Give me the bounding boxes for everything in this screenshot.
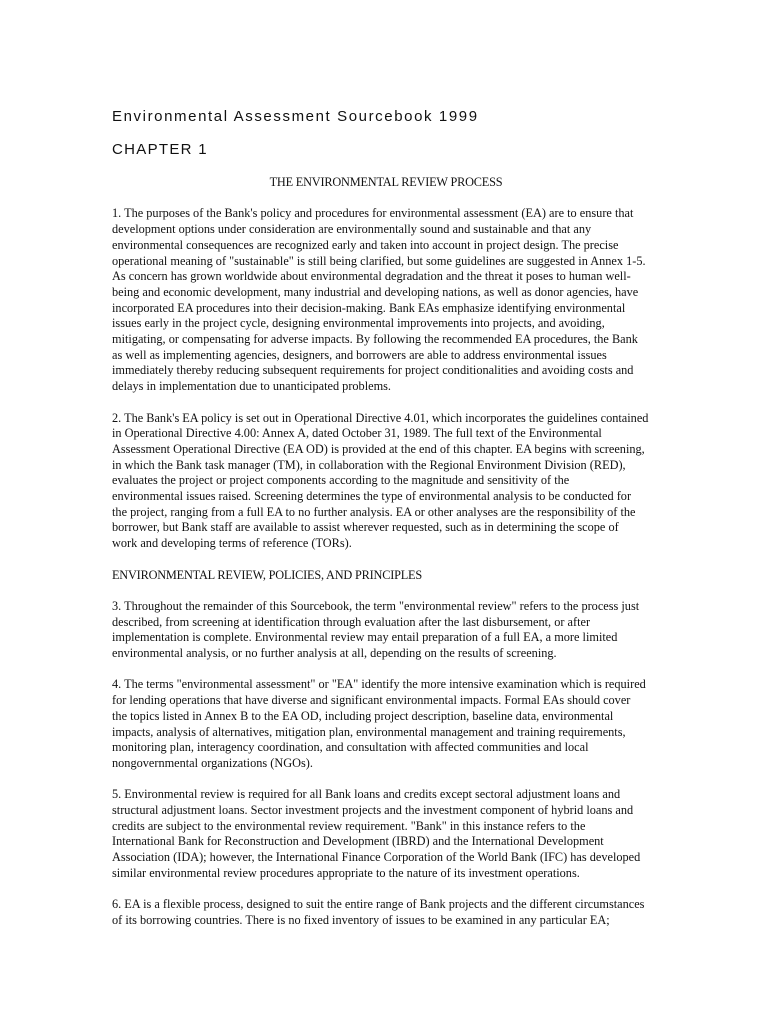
paragraph	[112, 599, 660, 662]
paragraph-line: operational meaning of "sustainable" is still being clarified, but some guidelines are suggested in Annex 1-5.	[112, 253, 646, 268]
paragraph-line: mitigating, or compensating for adverse impacts. By following the recommended EA procedures, the Bank	[112, 332, 638, 347]
paragraph-line: being and economic development, many industrial and developing nations, as well as donor agencies, have	[112, 284, 639, 299]
paragraph-group-section	[112, 599, 660, 929]
paragraph-line: Association (IDA); however, the International Finance Corporation of the World Bank (IFC) has developed	[112, 850, 641, 865]
paragraph-line: environmental issues raised. Screening determines the type of environmental analysis to be conducted for	[112, 489, 632, 504]
paragraph-line: 4. The terms "environmental assessment" or "EA" identify the more intensive examination which is required	[112, 677, 646, 692]
paragraph-line: environmental consequences are recognized early and taken into account in project design. The precise	[112, 237, 619, 252]
paragraph-line: in which the Bank task manager (TM), in collaboration with the Regional Environment Division (RED),	[112, 457, 626, 472]
paragraph-line: environmental analysis, or no further analysis at all, depending on the results of screening.	[112, 646, 557, 661]
paragraph-line: Assessment Operational Directive (EA OD) is provided at the end of this chapter. EA begins with screening,	[112, 441, 645, 456]
paragraph-line: 2. The Bank's EA policy is set out in Operational Directive 4.01, which incorporates the guidelines contained	[112, 410, 649, 425]
paragraph-group-intro	[112, 206, 660, 551]
paragraph-line: issues early in the project cycle, designing environmental improvements into projects, and avoiding,	[112, 316, 605, 331]
paragraph	[112, 411, 660, 552]
paragraph-line: 1. The purposes of the Bank's policy and procedures for environmental assessment (EA) are to ensure that	[112, 206, 634, 221]
paragraph-line: in Operational Directive 4.00: Annex A, dated October 31, 1989. The full text of the Environmental	[112, 426, 602, 441]
paragraph-line: impacts, analysis of alternatives, mitigation plan, environmental management and training requirements,	[112, 724, 626, 739]
section-heading: ENVIRONMENTAL REVIEW, POLICIES, AND PRINCIPLES	[112, 567, 422, 582]
paragraph-line: described, from screening at identification through evaluation after the last disbursement, or after	[112, 614, 591, 629]
paragraph-line: incorporated EA procedures into their decision-making. Bank EAs emphasize identifying environmental	[112, 300, 626, 315]
document-title: Environmental Assessment Sourcebook 1999	[112, 108, 479, 125]
paragraph	[112, 206, 660, 394]
paragraph-line: the project, ranging from a full EA to no further analysis. EA or other analyses are the responsibility of the	[112, 504, 636, 519]
paragraph-line: implementation is complete. Environmental review may entail preparation of a full EA, a more limited	[112, 630, 618, 645]
paragraph-line: structural adjustment loans. Sector investment projects and the investment component of hybrid loans and	[112, 803, 634, 818]
paragraph-line: monitoring plan, interagency coordination, and consultation with affected communities and local	[112, 740, 589, 755]
paragraph-line: borrower, but Bank staff are available to assist wherever requested, such as in determining the scope of	[112, 520, 619, 535]
paragraph-line: evaluates the project or project components according to the magnitude and sensitivity of the	[112, 473, 570, 488]
chapter-label: CHAPTER 1	[112, 141, 208, 158]
paragraph-line: similar environmental review procedures appropriate to the nature of its investment operations.	[112, 865, 580, 880]
document-body	[112, 175, 660, 944]
paragraph-line: delays in implementation due to unanticipated problems.	[112, 379, 392, 394]
paragraph-line: 3. Throughout the remainder of this Sourcebook, the term "environmental review" refers to the process just	[112, 598, 640, 613]
paragraph	[112, 787, 660, 881]
paragraph-line: nongovernmental organizations (NGOs).	[112, 755, 313, 770]
paragraph-line: immediately thereby reducing subsequent requirements for project conditionalities and avoiding costs and	[112, 363, 634, 378]
paragraph	[112, 677, 660, 771]
paragraph-line: the topics listed in Annex B to the EA OD, including project description, baseline data, environmental	[112, 708, 614, 723]
paragraph	[112, 897, 660, 928]
paragraph-line: 6. EA is a flexible process, designed to suit the entire range of Bank projects and the different circumstances	[112, 897, 645, 912]
paragraph-line: As concern has grown worldwide about environmental degradation and the threat it poses to human well-	[112, 269, 631, 284]
main-heading: THE ENVIRONMENTAL REVIEW PROCESS	[269, 175, 503, 189]
paragraph-line: for lending operations that have diverse and significant environmental impacts. Formal EAs should cover	[112, 693, 631, 708]
paragraph-line: development options under consideration are environmentally sound and sustainable and that any	[112, 222, 592, 237]
paragraph-line: 5. Environmental review is required for all Bank loans and credits except sectoral adjustment loans and	[112, 787, 621, 802]
paragraph-line: of its borrowing countries. There is no fixed inventory of issues to be examined in any particular EA;	[112, 912, 610, 927]
paragraph-line: as well as implementing agencies, designers, and borrowers are able to address environmental issues	[112, 347, 607, 362]
paragraph-line: credits are subject to the environmental review requirement. "Bank" in this instance refers to the	[112, 818, 586, 833]
paragraph-line: International Bank for Reconstruction and Development (IBRD) and the International Development	[112, 834, 604, 849]
paragraph-line: work and developing terms of reference (TORs).	[112, 536, 352, 551]
